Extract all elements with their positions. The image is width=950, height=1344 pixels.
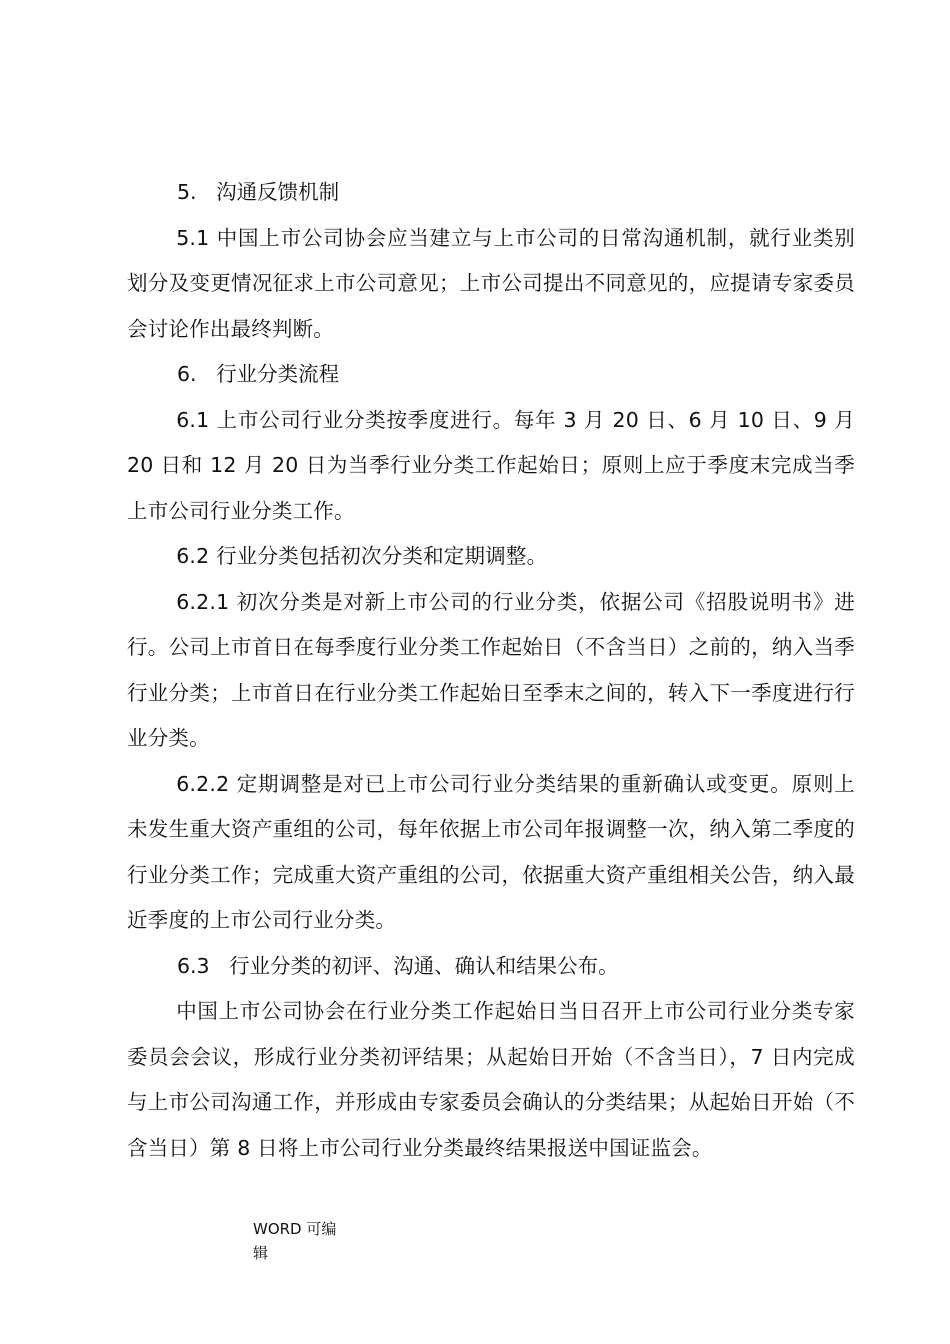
section-heading-6-3: 6.3 行业分类的初评、沟通、确认和结果公布。	[177, 953, 619, 978]
document-body	[127, 170, 855, 1171]
paragraph-6-2: 6.2 行业分类包括初次分类和定期调整。	[176, 544, 548, 568]
paragraph-6-2-2: 6.2.2 定期调整是对已上市公司行业分类结果的重新确认或变更。原则上未发生重大资产重组的公司，每年依据上市公司年报调整一次，纳入第二季度的行业分类工作；完成重大资产重组的公司，依据重大资产重组相关公告，纳入最近季度的上市公司行业分类。	[127, 771, 855, 932]
section-heading-6: 6. 行业分类流程	[177, 362, 340, 386]
footer-line-1: WORD 可编	[253, 1220, 337, 1238]
paragraph-6-1: 6.1 上市公司行业分类按季度进行。每年 3 月 20 日、6 月 10 日、9 月 20 日和 12 月 20 日为当季行业分类工作起始日；原则上应于季度末完成当季上市公司行业分类工作。	[127, 407, 855, 523]
paragraph-5-1: 5.1 中国上市公司协会应当建立与上市公司的日常沟通机制，就行业类别划分及变更情况征求上市公司意见；上市公司提出不同意见的，应提请专家委员会讨论作出最终判断。	[127, 225, 855, 341]
paragraph-6-3-body: 中国上市公司协会在行业分类工作起始日当日召开上市公司行业分类专家委员会会议，形成行业分类初评结果；从起始日开始（不含当日），7 日内完成与上市公司沟通工作，并形成由专家委员会确认的分类结果；从起始日开始（不含当日）第 8 日将上市公司行业分类最终结果报送中国证监会。	[127, 999, 855, 1160]
section-heading-5: 5. 沟通反馈机制	[177, 180, 340, 204]
page-footer	[253, 1217, 353, 1265]
footer-line-2: 辑	[253, 1244, 269, 1262]
paragraph-6-2-1: 6.2.1 初次分类是对新上市公司的行业分类，依据公司《招股说明书》进行。公司上市首日在每季度行业分类工作起始日（不含当日）之前的，纳入当季行业分类；上市首日在行业分类工作起始日至季末之间的，转入下一季度进行行业分类。	[127, 589, 855, 750]
